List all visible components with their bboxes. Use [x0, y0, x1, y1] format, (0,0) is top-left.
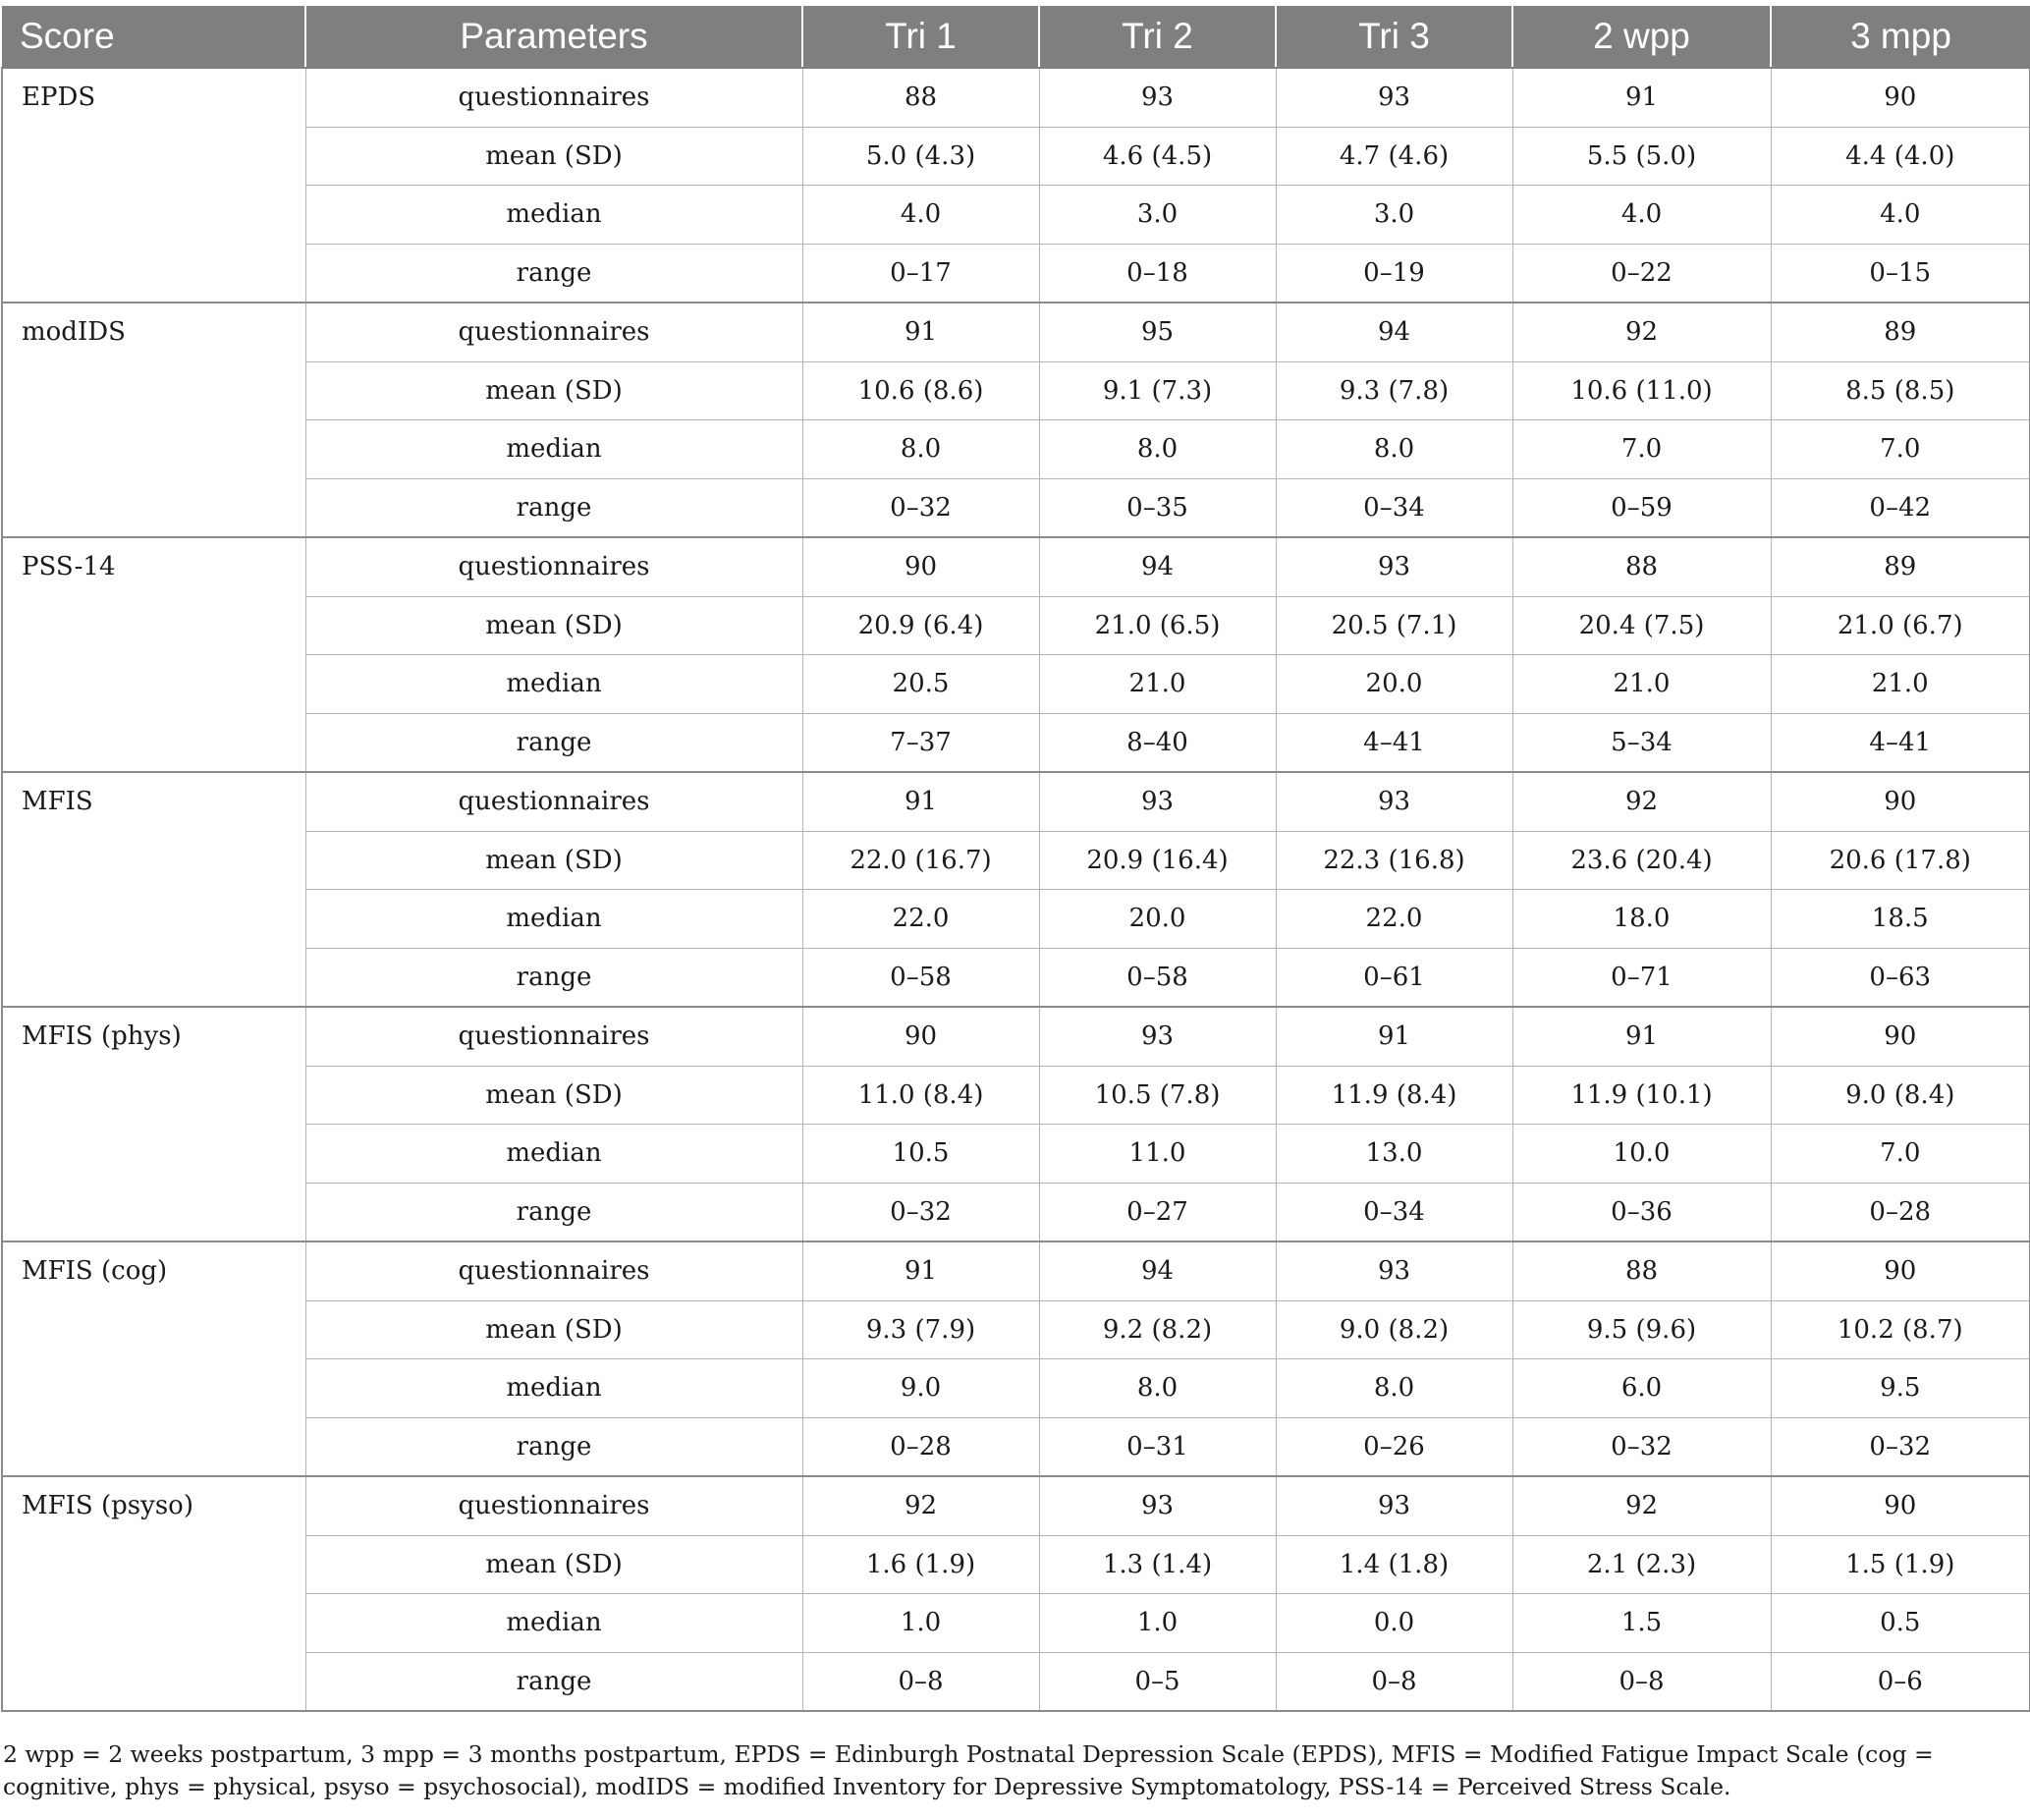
table-row	[2, 1125, 2030, 1184]
value-cell: 21.0 (6.7)	[1771, 596, 2030, 655]
value-cell: 9.5 (9.6)	[1512, 1300, 1771, 1359]
value-cell: 18.0	[1512, 890, 1771, 949]
value-cell: 91	[1512, 68, 1771, 127]
score-cell: MFIS (psyso)	[2, 1476, 305, 1711]
parameter-cell: median	[305, 186, 802, 245]
value-cell: 0–8	[1276, 1652, 1512, 1711]
value-cell: 2.1 (2.3)	[1512, 1535, 1771, 1594]
value-cell: 92	[1512, 1476, 1771, 1535]
value-cell: 1.5 (1.9)	[1771, 1535, 2030, 1594]
value-cell: 91	[802, 1241, 1039, 1300]
parameter-cell: mean (SD)	[305, 831, 802, 890]
value-cell: 0–59	[1512, 478, 1771, 537]
value-cell: 0–61	[1276, 948, 1512, 1007]
value-cell: 0–58	[802, 948, 1039, 1007]
value-cell: 90	[802, 537, 1039, 596]
value-cell: 21.0	[1039, 655, 1276, 714]
value-cell: 4–41	[1276, 713, 1512, 772]
value-cell: 91	[1512, 1007, 1771, 1066]
value-cell: 11.9 (8.4)	[1276, 1066, 1512, 1125]
value-cell: 9.3 (7.9)	[802, 1300, 1039, 1359]
value-cell: 88	[1512, 1241, 1771, 1300]
table-row	[2, 244, 2030, 303]
parameter-cell: mean (SD)	[305, 1535, 802, 1594]
parameter-cell: mean (SD)	[305, 1066, 802, 1125]
value-cell: 0–31	[1039, 1417, 1276, 1476]
table-row	[2, 1183, 2030, 1241]
column-header: 3 mpp	[1771, 6, 2030, 68]
value-cell: 93	[1039, 68, 1276, 127]
value-cell: 0.0	[1276, 1594, 1512, 1653]
parameter-cell: median	[305, 1125, 802, 1184]
value-cell: 9.2 (8.2)	[1039, 1300, 1276, 1359]
value-cell: 91	[802, 772, 1039, 831]
value-cell: 91	[802, 303, 1039, 361]
table-row	[2, 1007, 2030, 1066]
value-cell: 7–37	[802, 713, 1039, 772]
value-cell: 0–22	[1512, 244, 1771, 303]
value-cell: 0–27	[1039, 1183, 1276, 1241]
table-row	[2, 713, 2030, 772]
table-row	[2, 68, 2030, 127]
value-cell: 0–32	[802, 1183, 1039, 1241]
parameter-cell: median	[305, 1594, 802, 1653]
table-row	[2, 127, 2030, 186]
value-cell: 18.5	[1771, 890, 2030, 949]
value-cell: 8.0	[802, 420, 1039, 479]
value-cell: 93	[1276, 537, 1512, 596]
table-row	[2, 1594, 2030, 1653]
value-cell: 90	[802, 1007, 1039, 1066]
table-row	[2, 772, 2030, 831]
value-cell: 3.0	[1276, 186, 1512, 245]
table-row	[2, 478, 2030, 537]
value-cell: 93	[1276, 772, 1512, 831]
value-cell: 7.0	[1512, 420, 1771, 479]
table-row	[2, 890, 2030, 949]
value-cell: 7.0	[1771, 1125, 2030, 1184]
table-row	[2, 361, 2030, 420]
value-cell: 4.0	[802, 186, 1039, 245]
value-cell: 89	[1771, 303, 2030, 361]
value-cell: 93	[1276, 1241, 1512, 1300]
value-cell: 0–15	[1771, 244, 2030, 303]
table-row	[2, 1300, 2030, 1359]
column-header: Tri 3	[1276, 6, 1512, 68]
value-cell: 1.0	[802, 1594, 1039, 1653]
value-cell: 1.5	[1512, 1594, 1771, 1653]
value-cell: 8.0	[1039, 1359, 1276, 1418]
value-cell: 0–5	[1039, 1652, 1276, 1711]
column-header: Tri 2	[1039, 6, 1276, 68]
value-cell: 94	[1276, 303, 1512, 361]
value-cell: 5.0 (4.3)	[802, 127, 1039, 186]
value-cell: 9.0	[802, 1359, 1039, 1418]
parameter-cell: median	[305, 420, 802, 479]
value-cell: 0–6	[1771, 1652, 2030, 1711]
score-cell: PSS-14	[2, 537, 305, 772]
value-cell: 93	[1276, 68, 1512, 127]
value-cell: 13.0	[1276, 1125, 1512, 1184]
value-cell: 22.0	[802, 890, 1039, 949]
parameter-cell: mean (SD)	[305, 361, 802, 420]
value-cell: 93	[1039, 1007, 1276, 1066]
value-cell: 11.0	[1039, 1125, 1276, 1184]
value-cell: 4.7 (4.6)	[1276, 127, 1512, 186]
value-cell: 93	[1276, 1476, 1512, 1535]
value-cell: 8.5 (8.5)	[1771, 361, 2030, 420]
results-table	[1, 6, 2030, 1712]
header-row	[2, 6, 2030, 68]
value-cell: 95	[1039, 303, 1276, 361]
value-cell: 0–8	[1512, 1652, 1771, 1711]
table-row	[2, 1652, 2030, 1711]
value-cell: 21.0 (6.5)	[1039, 596, 1276, 655]
value-cell: 8.0	[1276, 420, 1512, 479]
value-cell: 21.0	[1771, 655, 2030, 714]
table-header	[2, 6, 2030, 68]
value-cell: 90	[1771, 772, 2030, 831]
value-cell: 20.0	[1039, 890, 1276, 949]
value-cell: 0.5	[1771, 1594, 2030, 1653]
value-cell: 9.3 (7.8)	[1276, 361, 1512, 420]
value-cell: 94	[1039, 1241, 1276, 1300]
value-cell: 20.5 (7.1)	[1276, 596, 1512, 655]
parameter-cell: median	[305, 655, 802, 714]
value-cell: 4.6 (4.5)	[1039, 127, 1276, 186]
value-cell: 22.3 (16.8)	[1276, 831, 1512, 890]
parameter-cell: questionnaires	[305, 303, 802, 361]
value-cell: 9.0 (8.2)	[1276, 1300, 1512, 1359]
table-row	[2, 186, 2030, 245]
value-cell: 4–41	[1771, 713, 2030, 772]
value-cell: 0–28	[1771, 1183, 2030, 1241]
value-cell: 20.0	[1276, 655, 1512, 714]
value-cell: 5–34	[1512, 713, 1771, 772]
table-row	[2, 831, 2030, 890]
value-cell: 4.4 (4.0)	[1771, 127, 2030, 186]
parameter-cell: range	[305, 244, 802, 303]
value-cell: 1.3 (1.4)	[1039, 1535, 1276, 1594]
value-cell: 92	[1512, 772, 1771, 831]
value-cell: 22.0	[1276, 890, 1512, 949]
value-cell: 0–28	[802, 1417, 1039, 1476]
value-cell: 6.0	[1512, 1359, 1771, 1418]
table-footnote: 2 wpp = 2 weeks postpartum, 3 mpp = 3 months postpartum, EPDS = Edinburgh Postnatal Depression Scale (EPDS), MFIS = Modified Fatigue Impact Scale (cog = cognitive, phys = physical, psyso = psychosocial), modIDS = modified Inventory for Depressive Symptomatology, PSS-14 = Perceived Stress Scale.	[3, 1740, 1934, 1800]
score-cell: MFIS (cog)	[2, 1241, 305, 1476]
table-row	[2, 537, 2030, 596]
table-body	[2, 68, 2030, 1711]
column-header: Parameters	[305, 6, 802, 68]
table-row	[2, 596, 2030, 655]
parameter-cell: questionnaires	[305, 537, 802, 596]
value-cell: 5.5 (5.0)	[1512, 127, 1771, 186]
value-cell: 20.9 (16.4)	[1039, 831, 1276, 890]
value-cell: 1.0	[1039, 1594, 1276, 1653]
value-cell: 9.1 (7.3)	[1039, 361, 1276, 420]
value-cell: 0–35	[1039, 478, 1276, 537]
value-cell: 9.5	[1771, 1359, 2030, 1418]
column-header: Score	[2, 6, 305, 68]
value-cell: 11.0 (8.4)	[802, 1066, 1039, 1125]
value-cell: 0–19	[1276, 244, 1512, 303]
value-cell: 11.9 (10.1)	[1512, 1066, 1771, 1125]
value-cell: 0–32	[1512, 1417, 1771, 1476]
table-row	[2, 1241, 2030, 1300]
value-cell: 4.0	[1771, 186, 2030, 245]
parameter-cell: range	[305, 1183, 802, 1241]
parameter-cell: questionnaires	[305, 1241, 802, 1300]
value-cell: 8.0	[1039, 420, 1276, 479]
value-cell: 90	[1771, 1476, 2030, 1535]
value-cell: 10.5 (7.8)	[1039, 1066, 1276, 1125]
parameter-cell: median	[305, 1359, 802, 1418]
score-cell: MFIS (phys)	[2, 1007, 305, 1241]
value-cell: 20.6 (17.8)	[1771, 831, 2030, 890]
value-cell: 91	[1276, 1007, 1512, 1066]
table-row	[2, 655, 2030, 714]
parameter-cell: questionnaires	[305, 1476, 802, 1535]
value-cell: 88	[1512, 537, 1771, 596]
value-cell: 0–42	[1771, 478, 2030, 537]
column-header: Tri 1	[802, 6, 1039, 68]
value-cell: 89	[1771, 537, 2030, 596]
parameter-cell: mean (SD)	[305, 1300, 802, 1359]
value-cell: 10.6 (11.0)	[1512, 361, 1771, 420]
value-cell: 93	[1039, 772, 1276, 831]
value-cell: 10.2 (8.7)	[1771, 1300, 2030, 1359]
column-header: 2 wpp	[1512, 6, 1771, 68]
table-row	[2, 1417, 2030, 1476]
value-cell: 20.9 (6.4)	[802, 596, 1039, 655]
parameter-cell: range	[305, 713, 802, 772]
parameter-cell: range	[305, 1417, 802, 1476]
value-cell: 92	[1512, 303, 1771, 361]
value-cell: 0–26	[1276, 1417, 1512, 1476]
value-cell: 92	[802, 1476, 1039, 1535]
value-cell: 8.0	[1276, 1359, 1512, 1418]
score-cell: MFIS	[2, 772, 305, 1007]
table-row	[2, 948, 2030, 1007]
parameter-cell: range	[305, 948, 802, 1007]
value-cell: 10.6 (8.6)	[802, 361, 1039, 420]
score-cell: EPDS	[2, 68, 305, 303]
value-cell: 21.0	[1512, 655, 1771, 714]
value-cell: 0–58	[1039, 948, 1276, 1007]
table-row	[2, 1359, 2030, 1418]
table-row	[2, 303, 2030, 361]
value-cell: 4.0	[1512, 186, 1771, 245]
table-row	[2, 420, 2030, 479]
value-cell: 20.4 (7.5)	[1512, 596, 1771, 655]
parameter-cell: questionnaires	[305, 772, 802, 831]
value-cell: 88	[802, 68, 1039, 127]
table-row	[2, 1535, 2030, 1594]
table-row	[2, 1476, 2030, 1535]
value-cell: 90	[1771, 1241, 2030, 1300]
value-cell: 94	[1039, 537, 1276, 596]
parameter-cell: questionnaires	[305, 68, 802, 127]
value-cell: 90	[1771, 1007, 2030, 1066]
value-cell: 0–32	[1771, 1417, 2030, 1476]
parameter-cell: questionnaires	[305, 1007, 802, 1066]
value-cell: 1.4 (1.8)	[1276, 1535, 1512, 1594]
value-cell: 1.6 (1.9)	[802, 1535, 1039, 1594]
value-cell: 0–18	[1039, 244, 1276, 303]
parameter-cell: median	[305, 890, 802, 949]
parameter-cell: range	[305, 1652, 802, 1711]
value-cell: 8–40	[1039, 713, 1276, 772]
value-cell: 7.0	[1771, 420, 2030, 479]
parameter-cell: range	[305, 478, 802, 537]
value-cell: 0–8	[802, 1652, 1039, 1711]
value-cell: 93	[1039, 1476, 1276, 1535]
value-cell: 10.5	[802, 1125, 1039, 1184]
value-cell: 0–32	[802, 478, 1039, 537]
value-cell: 90	[1771, 68, 2030, 127]
value-cell: 0–34	[1276, 1183, 1512, 1241]
parameter-cell: mean (SD)	[305, 596, 802, 655]
value-cell: 10.0	[1512, 1125, 1771, 1184]
value-cell: 9.0 (8.4)	[1771, 1066, 2030, 1125]
value-cell: 0–17	[802, 244, 1039, 303]
value-cell: 0–36	[1512, 1183, 1771, 1241]
score-cell: modIDS	[2, 303, 305, 537]
value-cell: 23.6 (20.4)	[1512, 831, 1771, 890]
value-cell: 0–34	[1276, 478, 1512, 537]
value-cell: 22.0 (16.7)	[802, 831, 1039, 890]
value-cell: 0–63	[1771, 948, 2030, 1007]
parameter-cell: mean (SD)	[305, 127, 802, 186]
value-cell: 0–71	[1512, 948, 1771, 1007]
value-cell: 20.5	[802, 655, 1039, 714]
table-row	[2, 1066, 2030, 1125]
value-cell: 3.0	[1039, 186, 1276, 245]
